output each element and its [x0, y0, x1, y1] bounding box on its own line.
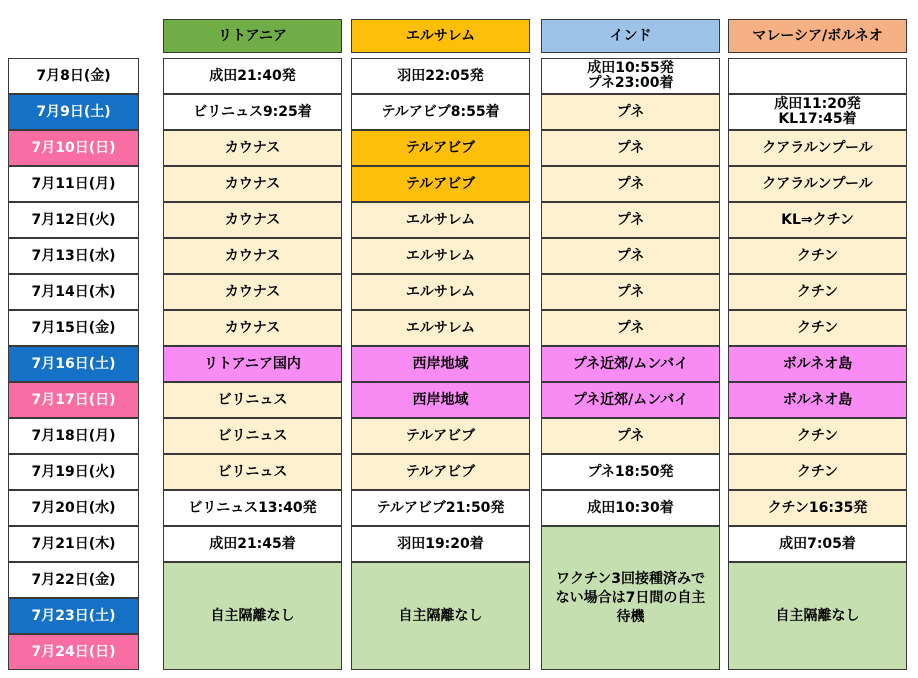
- header-malaysia: マレーシア/ボルネオ: [728, 19, 907, 53]
- india-cell: プネ: [541, 166, 720, 202]
- lithuania-cell: ビリニュス9:25着: [163, 94, 342, 130]
- jerusalem-cell: エルサレム: [351, 238, 530, 274]
- date-cell: 7月12日(火): [8, 202, 139, 238]
- india-cell: 成田10:55発 プネ23:00着: [541, 58, 720, 94]
- india-cell: プネ: [541, 418, 720, 454]
- malaysia-cell: クチン: [728, 418, 907, 454]
- date-cell: 7月23日(土): [8, 598, 139, 634]
- lithuania-cell: カウナス: [163, 130, 342, 166]
- india-quarantine-note: ワクチン3回接種済みでない場合は7日間の自主待機: [541, 526, 720, 670]
- date-cell: 7月8日(金): [8, 58, 139, 94]
- malaysia-cell: クチン16:35発: [728, 490, 907, 526]
- header-lithuania: リトアニア: [163, 19, 342, 53]
- date-cell: 7月24日(日): [8, 634, 139, 670]
- lithuania-cell: カウナス: [163, 310, 342, 346]
- malaysia-cell: [728, 58, 907, 94]
- malaysia-cell: クアラルンプール: [728, 130, 907, 166]
- lithuania-cell: 成田21:45着: [163, 526, 342, 562]
- india-cell: プネ: [541, 274, 720, 310]
- jerusalem-cell: エルサレム: [351, 310, 530, 346]
- date-cell: 7月15日(金): [8, 310, 139, 346]
- lithuania-cell: カウナス: [163, 166, 342, 202]
- date-cell: 7月17日(日): [8, 382, 139, 418]
- india-cell: 成田10:30着: [541, 490, 720, 526]
- jerusalem-cell: テルアビブ: [351, 418, 530, 454]
- malaysia-cell: KL⇒クチン: [728, 202, 907, 238]
- india-cell: プネ: [541, 310, 720, 346]
- india-cell: プネ: [541, 94, 720, 130]
- lithuania-cell: カウナス: [163, 202, 342, 238]
- date-cell: 7月18日(月): [8, 418, 139, 454]
- malaysia-cell: 成田11:20発 KL17:45着: [728, 94, 907, 130]
- lithuania-cell: ビリニュス13:40発: [163, 490, 342, 526]
- lithuania-quarantine-cell: 自主隔離なし: [163, 562, 342, 670]
- date-cell: 7月19日(火): [8, 454, 139, 490]
- malaysia-cell: クチン: [728, 310, 907, 346]
- malaysia-cell: クアラルンプール: [728, 166, 907, 202]
- date-cell: 7月22日(金): [8, 562, 139, 598]
- jerusalem-cell: テルアビブ: [351, 454, 530, 490]
- header-jerusalem: エルサレム: [351, 19, 530, 53]
- malaysia-cell: クチン: [728, 274, 907, 310]
- date-cell: 7月14日(木): [8, 274, 139, 310]
- malaysia-cell: クチン: [728, 238, 907, 274]
- date-cell: 7月20日(水): [8, 490, 139, 526]
- malaysia-cell: クチン: [728, 454, 907, 490]
- jerusalem-cell: 羽田19:20着: [351, 526, 530, 562]
- jerusalem-cell: 西岸地域: [351, 346, 530, 382]
- jerusalem-cell: エルサレム: [351, 274, 530, 310]
- jerusalem-cell: 羽田22:05発: [351, 58, 530, 94]
- date-cell: 7月13日(水): [8, 238, 139, 274]
- jerusalem-cell: 西岸地域: [351, 382, 530, 418]
- date-cell: 7月9日(土): [8, 94, 139, 130]
- india-cell: プネ18:50発: [541, 454, 720, 490]
- jerusalem-cell: テルアビブ: [351, 166, 530, 202]
- lithuania-cell: リトアニア国内: [163, 346, 342, 382]
- lithuania-cell: カウナス: [163, 274, 342, 310]
- date-cell: 7月11日(月): [8, 166, 139, 202]
- jerusalem-cell: テルアビブ: [351, 130, 530, 166]
- malaysia-cell: ボルネオ島: [728, 382, 907, 418]
- india-cell: プネ: [541, 130, 720, 166]
- date-cell: 7月16日(土): [8, 346, 139, 382]
- lithuania-cell: カウナス: [163, 238, 342, 274]
- lithuania-cell: ビリニュス: [163, 418, 342, 454]
- india-cell: プネ: [541, 202, 720, 238]
- date-cell: 7月21日(木): [8, 526, 139, 562]
- india-cell: プネ: [541, 238, 720, 274]
- date-cell: 7月10日(日): [8, 130, 139, 166]
- jerusalem-cell: テルアビブ21:50発: [351, 490, 530, 526]
- malaysia-cell: ボルネオ島: [728, 346, 907, 382]
- lithuania-cell: 成田21:40発: [163, 58, 342, 94]
- india-cell: プネ近郊/ムンバイ: [541, 382, 720, 418]
- lithuania-cell: ビリニュス: [163, 454, 342, 490]
- india-cell: プネ近郊/ムンバイ: [541, 346, 720, 382]
- malaysia-cell: 成田7:05着: [728, 526, 907, 562]
- jerusalem-quarantine-cell: 自主隔離なし: [351, 562, 530, 670]
- malaysia-quarantine-cell: 自主隔離なし: [728, 562, 907, 670]
- jerusalem-cell: エルサレム: [351, 202, 530, 238]
- lithuania-cell: ビリニュス: [163, 382, 342, 418]
- header-india: インド: [541, 19, 720, 53]
- jerusalem-cell: テルアビブ8:55着: [351, 94, 530, 130]
